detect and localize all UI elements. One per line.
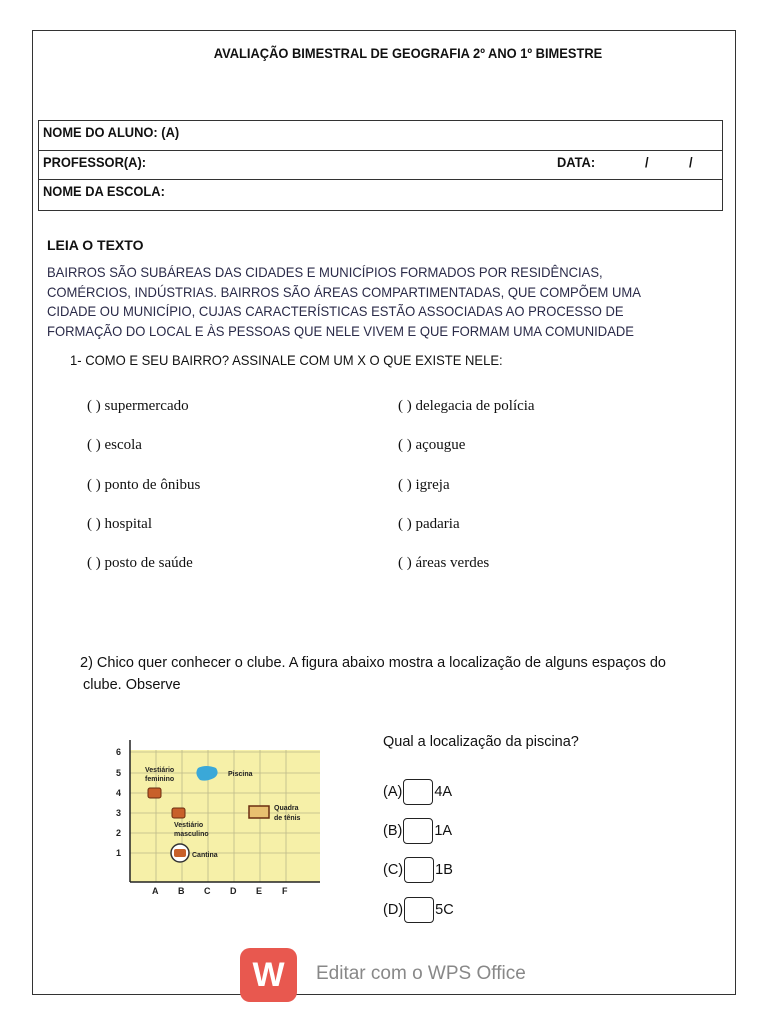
question-line: clube. Observe bbox=[83, 677, 181, 693]
cantina-icon-inner bbox=[174, 849, 186, 857]
answer-letter: (C) bbox=[383, 862, 404, 878]
text-line: FORMAÇÃO DO LOCAL E ÀS PESSOAS QUE NELE VIVEM E QUE FORMAM UMA COMUNIDADE bbox=[47, 322, 634, 339]
answer-a[interactable] bbox=[383, 779, 452, 805]
option-escola[interactable]: ( ) escola bbox=[87, 437, 142, 453]
wps-logo-icon[interactable]: W bbox=[240, 948, 297, 1002]
y-tick: 2 bbox=[116, 828, 122, 838]
date-slash: / bbox=[645, 153, 649, 170]
question-2 bbox=[80, 652, 700, 696]
option-padaria[interactable]: ( ) padaria bbox=[398, 516, 460, 532]
option-igreja[interactable]: ( ) igreja bbox=[398, 477, 450, 493]
answer-value: 1B bbox=[435, 862, 453, 878]
section-heading: LEIA O TEXTO bbox=[47, 237, 144, 253]
map-label: feminino bbox=[145, 776, 175, 783]
x-tick: F bbox=[282, 886, 288, 896]
vestiario-feminino-icon bbox=[148, 788, 161, 798]
answer-letter: (D) bbox=[383, 902, 404, 918]
y-tick: 6 bbox=[116, 747, 122, 757]
reading-text bbox=[47, 263, 679, 341]
option-supermercado[interactable]: ( ) supermercado bbox=[87, 398, 189, 414]
edit-with-wps-link[interactable]: Editar com o WPS Office bbox=[316, 963, 526, 984]
answer-letter: (A) bbox=[383, 784, 403, 800]
x-tick: C bbox=[204, 886, 211, 896]
text-line: BAIRROS SÃO SUBÁREAS DAS CIDADES E MUNICÍPIOS FORMADOS POR RESIDÊNCIAS, bbox=[47, 264, 603, 280]
teacher-row[interactable] bbox=[39, 151, 722, 181]
date-slash: / bbox=[689, 153, 693, 170]
x-tick: E bbox=[256, 886, 263, 896]
date-label: DATA: bbox=[557, 153, 596, 170]
club-map bbox=[112, 740, 322, 900]
answer-checkbox[interactable] bbox=[404, 857, 434, 883]
student-name-label: NOME DO ALUNO: (A) bbox=[43, 124, 180, 140]
option-delegacia[interactable]: ( ) delegacia de polícia bbox=[398, 398, 535, 414]
answer-value: 4A bbox=[434, 784, 453, 800]
map-question: Qual a localização da piscina? bbox=[383, 734, 579, 750]
y-tick: 5 bbox=[116, 768, 122, 778]
answer-c[interactable] bbox=[383, 857, 453, 883]
answer-checkbox[interactable] bbox=[403, 779, 433, 805]
x-tick: D bbox=[230, 886, 237, 896]
question-line: 2) Chico quer conhecer o clube. A figura abaixo mostra a localização de alguns espaços do bbox=[80, 655, 666, 671]
quadra-tenis-icon bbox=[249, 806, 269, 818]
option-acougue[interactable]: ( ) açougue bbox=[398, 437, 466, 453]
option-ponto-onibus[interactable]: ( ) ponto de ônibus bbox=[87, 477, 201, 493]
map-label: Cantina bbox=[192, 852, 218, 859]
question-1: 1- COMO E SEU BAIRRO? ASSINALE COM UM X O QUE EXISTE NELE: bbox=[70, 352, 503, 368]
school-row[interactable] bbox=[39, 180, 722, 210]
answer-value: 1A bbox=[434, 823, 453, 839]
answer-d[interactable] bbox=[383, 897, 454, 923]
option-areas-verdes[interactable]: ( ) áreas verdes bbox=[398, 555, 490, 571]
x-tick: A bbox=[152, 886, 159, 896]
answer-value: 5C bbox=[435, 902, 454, 918]
map-label: Vestiário bbox=[145, 767, 175, 774]
teacher-label: PROFESSOR(A): bbox=[43, 153, 147, 170]
map-label: Quadra bbox=[274, 805, 299, 812]
student-name-row[interactable] bbox=[39, 121, 722, 151]
option-posto-saude[interactable]: ( ) posto de saúde bbox=[87, 555, 193, 571]
y-tick: 4 bbox=[116, 788, 122, 798]
answer-b[interactable] bbox=[383, 818, 452, 844]
map-label: de tênis bbox=[274, 815, 301, 822]
text-line: CIDADE OU MUNICÍPIO, CUJAS CARACTERÍSTICAS ESTÃO ASSOCIADAS AO PROCESSO DE bbox=[47, 303, 624, 319]
answer-checkbox[interactable] bbox=[404, 897, 434, 923]
map-label: masculino bbox=[174, 831, 209, 838]
map-label: Piscina bbox=[228, 771, 253, 778]
y-tick: 1 bbox=[116, 848, 122, 858]
vestiario-masculino-icon bbox=[172, 808, 185, 818]
x-tick: B bbox=[178, 886, 185, 896]
answer-letter: (B) bbox=[383, 823, 403, 839]
school-label: NOME DA ESCOLA: bbox=[43, 183, 165, 199]
map-label: Vestiário bbox=[174, 822, 204, 829]
y-tick: 3 bbox=[116, 808, 122, 818]
answer-checkbox[interactable] bbox=[403, 818, 433, 844]
page-title: AVALIAÇÃO BIMESTRAL DE GEOGRAFIA 2º ANO 1º BIMESTRE bbox=[213, 45, 603, 61]
option-hospital[interactable]: ( ) hospital bbox=[87, 516, 152, 532]
student-info-table bbox=[38, 120, 723, 211]
text-line: COMÉRCIOS, INDÚSTRIAS. BAIRROS SÃO ÁREAS COMPARTIMENTADAS, QUE COMPÕEM UMA bbox=[47, 283, 641, 300]
